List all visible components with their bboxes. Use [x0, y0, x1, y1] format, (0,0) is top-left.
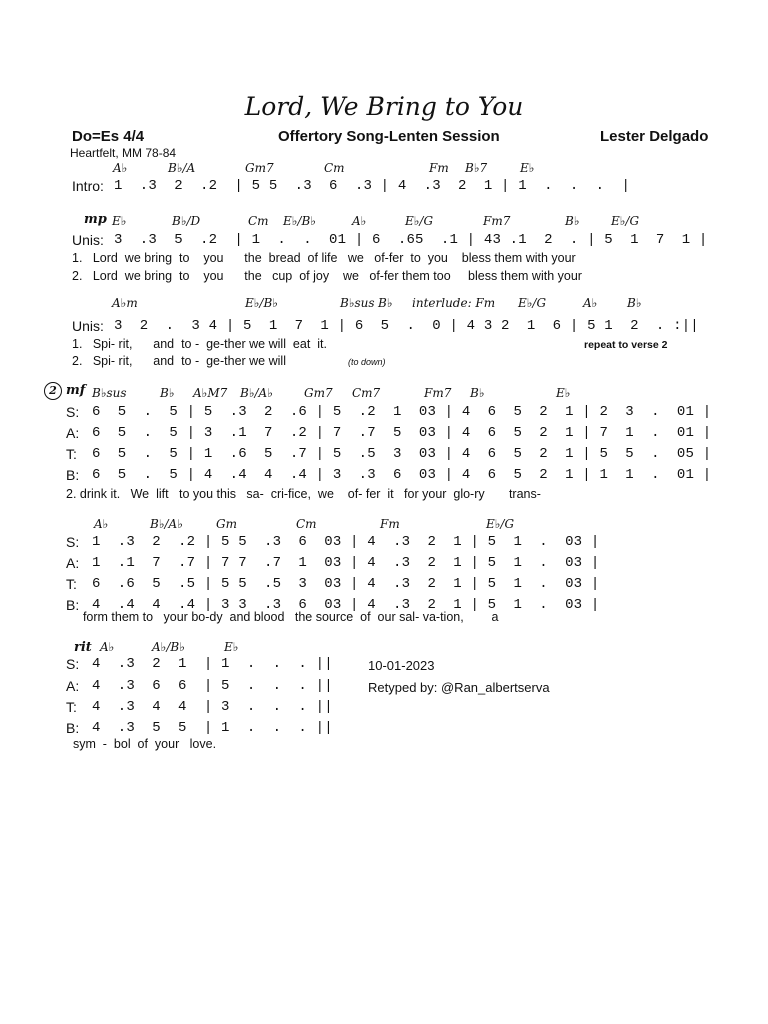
- note-line: 6 .6 5 .5 | 5 5 .5 3 03 | 4 .3 2 1 | 5 1 . 03 |: [92, 576, 600, 592]
- chord: A♭: [583, 296, 598, 310]
- chord: Fm: [429, 161, 449, 175]
- chord: Fm7: [424, 386, 452, 400]
- chord: A♭/B♭: [152, 640, 185, 654]
- chord-row: [0, 161, 768, 177]
- chord: A♭m: [112, 296, 138, 310]
- part-label: S:: [66, 404, 80, 420]
- lyric-line: 2. Spi- rit, and to - ge-ther we will: [72, 354, 286, 368]
- tempo-marking: Heartfelt, MM 78-84: [70, 146, 177, 160]
- note-line: 6 5 . 5 | 3 .1 7 .2 | 7 .7 5 03 | 4 6 5 2 1 | 7 1 . 01 |: [92, 425, 712, 441]
- dynamic-marking: mf: [66, 383, 86, 398]
- part-label: Unis:: [72, 232, 104, 248]
- part-label: S:: [66, 534, 80, 550]
- chord: B♭sus: [340, 296, 375, 310]
- part-label: B:: [66, 720, 80, 736]
- chord: Cm: [324, 161, 345, 175]
- lyric-line: sym - bol of your love.: [66, 737, 217, 751]
- chord: E♭/G: [518, 296, 547, 310]
- key-signature: Do=Es 4/4: [72, 128, 145, 145]
- note-line: 4 .3 2 1 | 1 . . . ||: [92, 656, 333, 672]
- part-label: Intro:: [72, 178, 104, 194]
- dynamic-marking: mp: [84, 212, 107, 227]
- lyric-line: form them to your bo-dy and blood the source of our sal- va-tion, a: [76, 610, 499, 624]
- part-label: B:: [66, 467, 80, 483]
- chord: B♭: [160, 386, 175, 400]
- chord: Cm: [248, 214, 269, 228]
- chord: E♭: [224, 640, 239, 654]
- chord: A♭: [100, 640, 115, 654]
- chord: Gm7: [245, 161, 274, 175]
- song-subtitle: Offertory Song-Lenten Session: [278, 128, 500, 145]
- part-label: A:: [66, 678, 80, 694]
- note-line: 4 .3 5 5 | 1 . . . ||: [92, 720, 333, 736]
- chord: B♭: [627, 296, 642, 310]
- part-label: A:: [66, 555, 80, 571]
- chord: E♭/G: [611, 214, 640, 228]
- chord-row: [0, 386, 768, 402]
- note-line: 3 .3 5 .2 | 1 . . 01 | 6 .65 .1 | 43 .1 2 . | 5 1 7 1 |: [114, 232, 708, 248]
- song-title: Lord, We Bring to You: [244, 92, 524, 121]
- date-text: 10-01-2023: [368, 658, 435, 673]
- note-line: 1 .3 2 .2 | 5 5 .3 6 .3 | 4 .3 2 1 | 1 . . . |: [114, 178, 631, 194]
- note-line: 6 5 . 5 | 5 .3 2 .6 | 5 .2 1 03 | 4 6 5 2 1 | 2 3 . 01 |: [92, 404, 712, 420]
- chord: E♭/B♭: [283, 214, 316, 228]
- chord: A♭: [352, 214, 367, 228]
- chord-row: [0, 214, 768, 230]
- chord: B♭/A♭: [150, 517, 183, 531]
- chord: Gm7: [304, 386, 333, 400]
- chord: E♭: [556, 386, 571, 400]
- chord: Cm7: [352, 386, 381, 400]
- chord: B♭: [470, 386, 485, 400]
- part-label: A:: [66, 425, 80, 441]
- chord: Fm: [380, 517, 400, 531]
- chord: B♭/D: [172, 214, 201, 228]
- lyric-note: (to down): [348, 357, 386, 367]
- note-line: 6 5 . 5 | 1 .6 5 .7 | 5 .5 3 03 | 4 6 5 2 1 | 5 5 . 05 |: [92, 446, 712, 462]
- chord: E♭: [520, 161, 535, 175]
- note-line: 1 .3 2 .2 | 5 5 .3 6 03 | 4 .3 2 1 | 5 1 . 03 |: [92, 534, 600, 550]
- dynamic-marking: rit: [74, 640, 92, 655]
- chord: Gm: [216, 517, 237, 531]
- part-label: B:: [66, 597, 80, 613]
- chord: E♭/G: [486, 517, 515, 531]
- note-line: 4 .3 4 4 | 3 . . . ||: [92, 699, 333, 715]
- chord: B♭/A♭: [240, 386, 273, 400]
- chord-row: [0, 296, 768, 312]
- note-line: 3 2 . 3 4 | 5 1 7 1 | 6 5 . 0 | 4 3 2 1 6 | 5 1 2 . :||: [114, 318, 699, 334]
- lyric-line: 2. Lord we bring to you the cup of joy we of-fer them too bless them with your: [72, 269, 582, 283]
- chord: A♭: [94, 517, 109, 531]
- chord: B♭: [565, 214, 580, 228]
- chord: B♭/A: [168, 161, 196, 175]
- note-line: 4 .4 4 .4 | 3 3 .3 6 03 | 4 .3 2 1 | 5 1 . 03 |: [92, 597, 600, 613]
- chord: Fm7: [483, 214, 511, 228]
- part-label: T:: [66, 699, 77, 715]
- retyped-credit: Retyped by: @Ran_albertserva: [368, 680, 550, 695]
- chord: B♭: [378, 296, 393, 310]
- chord: B♭7: [465, 161, 488, 175]
- chord: E♭: [112, 214, 127, 228]
- part-label: T:: [66, 576, 77, 592]
- lyric-line: 1. Spi- rit, and to - ge-ther we will eat it.: [72, 337, 327, 351]
- chord: interlude: Fm: [412, 296, 496, 310]
- note-line: 1 .1 7 .7 | 7 7 .7 1 03 | 4 .3 2 1 | 5 1 . 03 |: [92, 555, 600, 571]
- lyric-line: 2. drink it. We lift to you this sa- cri-fice, we of- fer it for your glo-ry trans-: [66, 487, 541, 501]
- section-marker: 2: [44, 382, 62, 400]
- part-label: T:: [66, 446, 77, 462]
- note-line: 4 .3 6 6 | 5 . . . ||: [92, 678, 333, 694]
- chord-row: [0, 517, 768, 533]
- chord: E♭/B♭: [245, 296, 278, 310]
- note-line: 6 5 . 5 | 4 .4 4 .4 | 3 .3 6 03 | 4 6 5 2 1 | 1 1 . 01 |: [92, 467, 712, 483]
- part-label: S:: [66, 656, 80, 672]
- part-label: Unis:: [72, 318, 104, 334]
- lyric-line: 1. Lord we bring to you the bread of life we of-fer to you bless them with your: [72, 251, 576, 265]
- composer: Lester Delgado: [600, 128, 709, 145]
- chord: A♭M7: [193, 386, 228, 400]
- chord: Cm: [296, 517, 317, 531]
- chord: B♭sus: [92, 386, 127, 400]
- chord: A♭: [113, 161, 128, 175]
- chord: E♭/G: [405, 214, 434, 228]
- repeat-instruction: repeat to verse 2: [584, 339, 668, 351]
- chord-row: [0, 640, 768, 656]
